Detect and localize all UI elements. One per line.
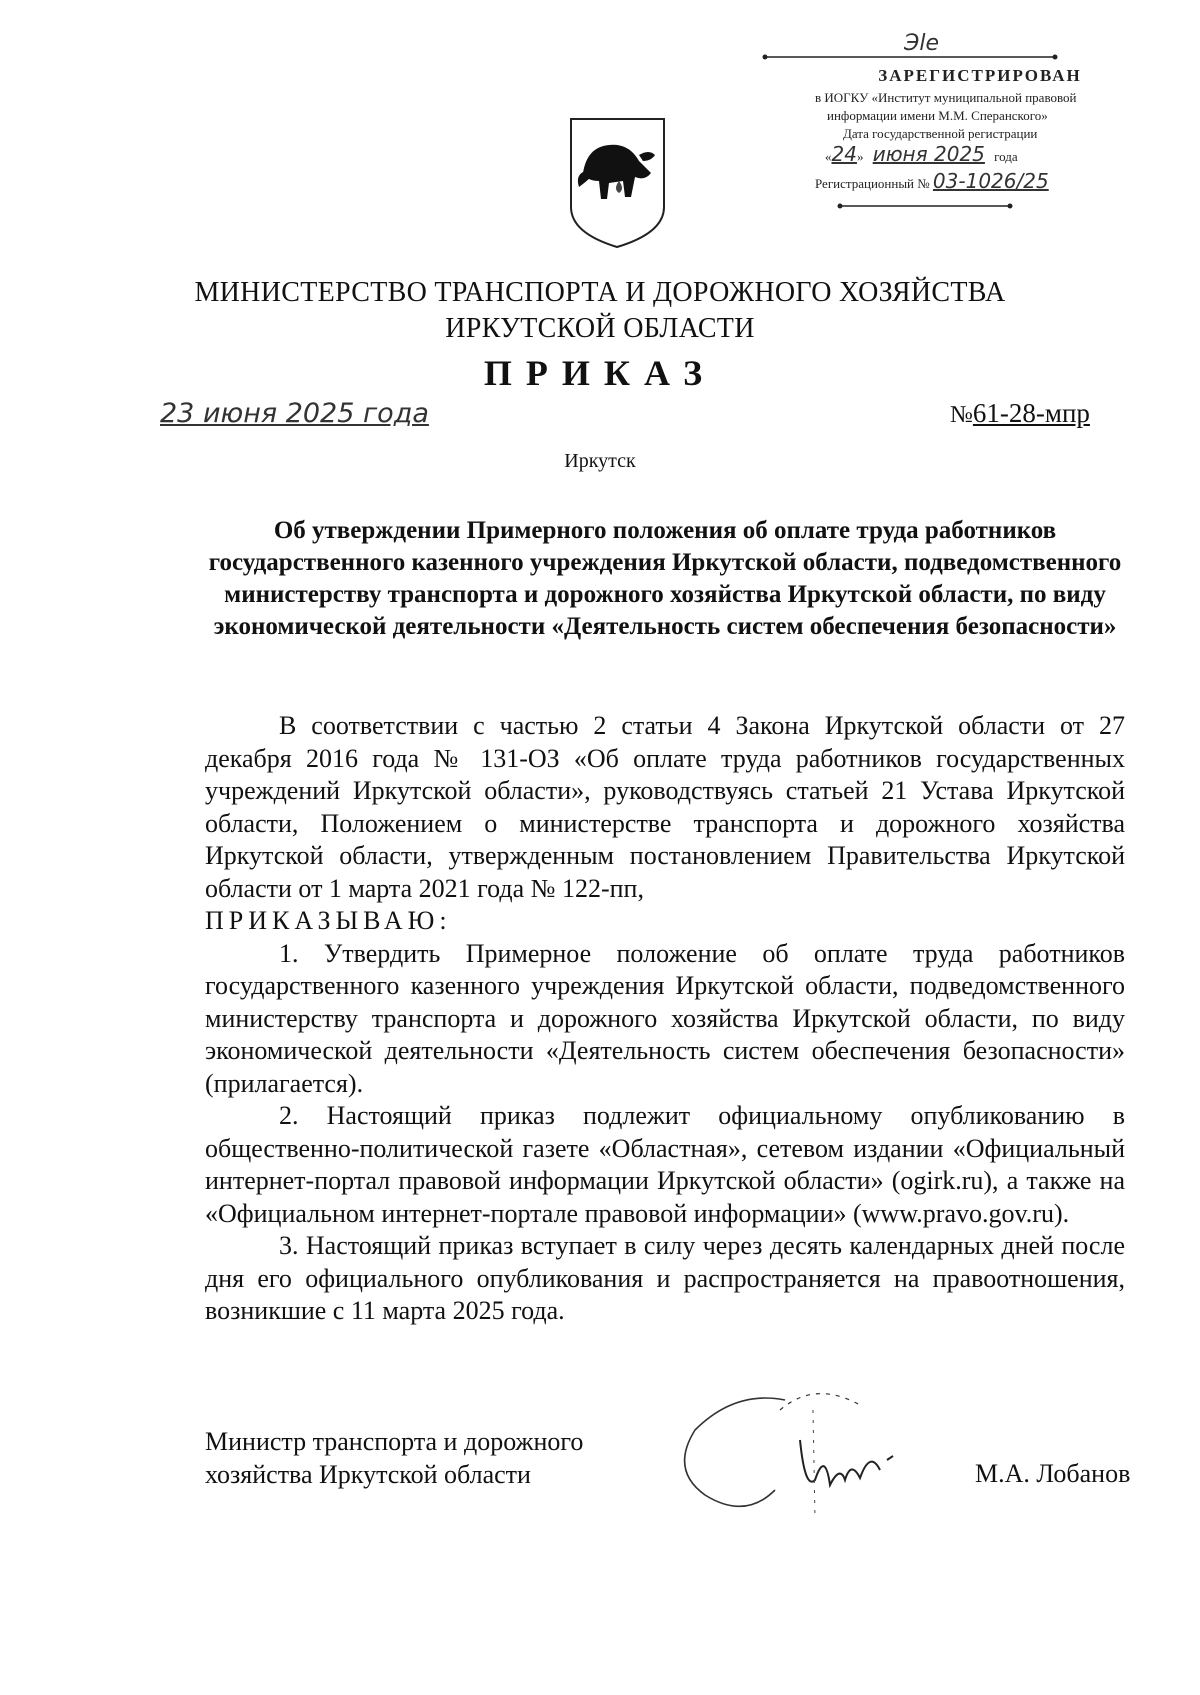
ministry-name [0, 275, 1200, 347]
stamp-date-day: 24 [831, 142, 857, 166]
stamp-reg-number: 03-1026/25 [932, 169, 1049, 193]
signatory-position [205, 1425, 583, 1491]
item-2-paragraph: 2. Настоящий приказ подлежит официальному опубликованию в общественно-политической газете «Областная», сетевом издании «Официальный интернет-портал правовой информации Иркутской области» (ogirk.ru), а также на «Официальном интернет-портале правовой информации» (www.pravo.gov.ru). [205, 1101, 1125, 1228]
order-date [160, 398, 429, 429]
stamp-initials: Эle [900, 35, 943, 53]
item-1-paragraph: 1. Утвердить Примерное положение об оплате труда работников государственного казенного учреждения Иркутской области, подведомственного министерству транспорта и дорожного хозяйства Иркутской области, по виду экономической деятельности «Деятельность систем обеспечения безопасности» (прилагается). [205, 938, 1125, 1098]
document-heading: Об утверждении Примерного положения об оплате труда работников государственного казенного учреждения Иркутской области, подведомственного министерству транспорта и дорожного хозяйства Иркутской области, по виду экономической деятельности «Деятельность систем обеспечения безопасности» [208, 517, 1122, 640]
item-3-paragraph: 3. Настоящий приказ вступает в силу через десять календарных дней после дня его официального опубликования и распространяется на правоотношения, возникшие с 11 марта 2025 года. [205, 1231, 1125, 1325]
stamp-reg-label: Регистрационный № [815, 176, 930, 191]
stamp-date-month-year: июня 2025 [872, 142, 985, 166]
order-number-prefix: № [950, 402, 973, 428]
signatory-position-line2: хозяйства Иркутской области [205, 1460, 531, 1489]
stamp-date-close-quote: » [856, 149, 864, 164]
order-number [950, 398, 1090, 429]
ministry-line2: ИРКУТСКОЙ ОБЛАСТИ [445, 313, 755, 344]
ministry-line1: МИНИСТЕРСТВО ТРАНСПОРТА И ДОРОЖНОГО ХОЗЯЙСТВА [194, 277, 1006, 308]
signatory-position-line1: Министр транспорта и дорожного [205, 1427, 584, 1456]
preamble-paragraph: В соответствии с частью 2 статьи 4 Закона Иркутской области от 27 декабря 2016 года № 131-ОЗ «Об оплате труда работников государственных учреждений Иркутской области», руководствуясь статьей 21 Устава Иркутской области, Положением о министерстве транспорта и дорожного хозяйства Иркутской области, утвержденным постановлением Правительства Иркутской области от 1 марта 2021 года № 122-пп, [205, 711, 1125, 903]
order-word: ПРИКАЗЫВАЮ: [205, 906, 452, 935]
stamp-org-line1: в ИОГКУ «Институт муниципальной правовой [815, 90, 1077, 105]
handwritten-signature-icon [665, 1370, 965, 1550]
stamp-reg-row [815, 169, 1145, 193]
document-type: ПРИКАЗ [483, 353, 717, 393]
stamp-bottom-rule [835, 199, 1015, 213]
signatory-name: М.А. Лобанов [975, 1459, 1131, 1488]
stamp-org-line2: информации имени М.М. Сперанского» [827, 108, 1048, 123]
city: Иркутск [564, 450, 636, 472]
stamp-year-word: года [994, 149, 1018, 164]
stamp-date-row [815, 142, 1145, 166]
order-date-handwritten: 23 июня 2025 года [160, 398, 429, 429]
document-body [205, 710, 1125, 1328]
stamp-date-caption: Дата государственной регистрации [843, 126, 1038, 141]
order-number-handwritten: 61-28-мпр [972, 398, 1090, 428]
stamp-date-open-quote: « [825, 149, 832, 164]
coat-of-arms-icon [565, 115, 670, 250]
stamp-title: ЗАРЕГИСТРИРОВАН [878, 66, 1082, 85]
stamp-top-line [815, 31, 1145, 61]
registration-stamp [815, 31, 1145, 218]
